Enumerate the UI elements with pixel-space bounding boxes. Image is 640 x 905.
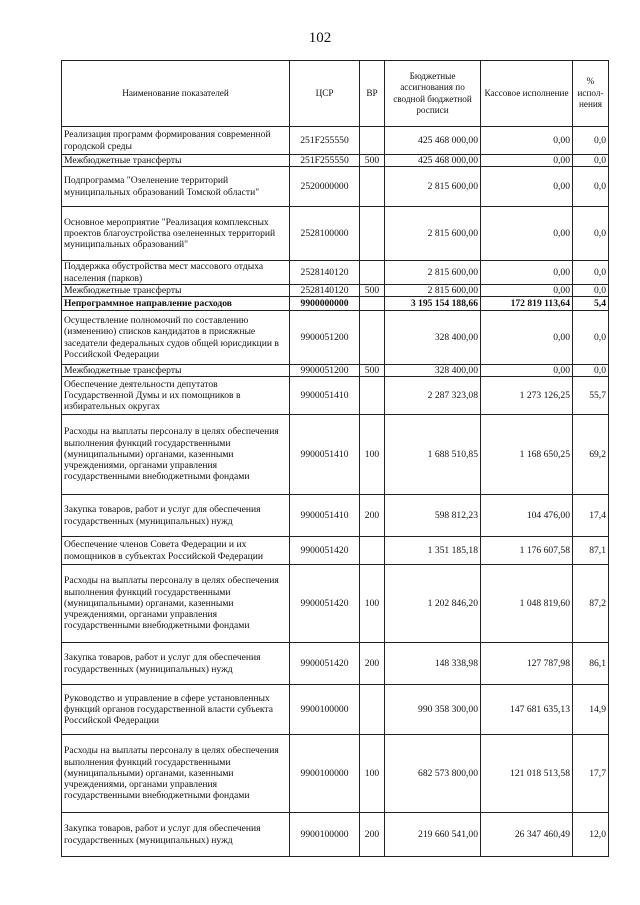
row-vr: 200 — [360, 495, 385, 537]
row-vr — [360, 167, 385, 207]
row-name: Закупка товаров, работ и услуг для обеспечения государственных (муниципальных) нужд — [62, 643, 290, 685]
table-header-row — [62, 61, 609, 127]
row-vr — [360, 297, 385, 311]
row-budget: 3 195 154 188,66 — [385, 297, 481, 311]
row-cash: 0,00 — [481, 311, 573, 365]
table-row — [62, 685, 609, 735]
row-csr: 9900051410 — [290, 415, 360, 495]
table-row — [62, 735, 609, 813]
row-name: Обеспечение членов Совета Федерации и их помощников в субъектах Российской Федерации — [62, 537, 290, 565]
row-vr — [360, 127, 385, 155]
row-vr: 100 — [360, 565, 385, 643]
table-row — [62, 377, 609, 415]
row-csr: 251F255550 — [290, 127, 360, 155]
table-row — [62, 207, 609, 261]
table-row — [62, 127, 609, 155]
row-name: Расходы на выплаты персоналу в целях обеспечения выполнения функций государственными (муниципальными) органами, казенными учреждениями, органами управления государственными внебюджетными фондами — [62, 735, 290, 813]
row-percent: 69,2 — [573, 415, 609, 495]
row-vr — [360, 685, 385, 735]
row-budget: 328 400,00 — [385, 365, 481, 377]
row-percent: 12,0 — [573, 813, 609, 857]
row-csr: 9900100000 — [290, 813, 360, 857]
table-row — [62, 813, 609, 857]
row-cash: 0,00 — [481, 285, 573, 297]
row-cash: 0,00 — [481, 365, 573, 377]
row-cash: 0,00 — [481, 207, 573, 261]
row-name: Обеспечение деятельности депутатов Государственной Думы и их помощников в избирательных округах — [62, 377, 290, 415]
header-vr: ВР — [360, 61, 385, 127]
row-budget: 1 351 185,18 — [385, 537, 481, 565]
row-percent: 0,0 — [573, 311, 609, 365]
row-cash: 0,00 — [481, 167, 573, 207]
row-cash: 1 048 819,60 — [481, 565, 573, 643]
row-budget: 148 338,98 — [385, 643, 481, 685]
row-csr: 9900051420 — [290, 643, 360, 685]
row-vr: 200 — [360, 813, 385, 857]
row-csr: 9900051200 — [290, 311, 360, 365]
row-percent: 0,0 — [573, 365, 609, 377]
row-budget: 219 660 541,00 — [385, 813, 481, 857]
row-cash: 0,00 — [481, 155, 573, 167]
row-name: Межбюджетные трансферты — [62, 155, 290, 167]
row-csr: 2528140120 — [290, 261, 360, 285]
row-name: Подпрограмма "Озеленение территорий муниципальных образований Томской области" — [62, 167, 290, 207]
row-cash: 172 819 113,64 — [481, 297, 573, 311]
row-csr: 9900051410 — [290, 377, 360, 415]
row-budget: 328 400,00 — [385, 311, 481, 365]
row-vr — [360, 537, 385, 565]
row-percent: 0,0 — [573, 207, 609, 261]
row-cash: 26 347 460,49 — [481, 813, 573, 857]
header-budget: Бюджетные ассигнования по сводной бюджетной росписи — [385, 61, 481, 127]
row-budget: 682 573 800,00 — [385, 735, 481, 813]
row-cash: 0,00 — [481, 261, 573, 285]
row-budget: 425 468 000,00 — [385, 155, 481, 167]
row-vr — [360, 311, 385, 365]
row-name: Осуществление полномочий по составлению (изменению) списков кандидатов в присяжные заседатели федеральных судов общей юрисдикции в Российской Федерации — [62, 311, 290, 365]
row-cash: 0,00 — [481, 127, 573, 155]
row-vr: 500 — [360, 365, 385, 377]
row-csr: 9900051410 — [290, 495, 360, 537]
row-vr: 100 — [360, 415, 385, 495]
row-budget: 598 812,23 — [385, 495, 481, 537]
row-csr: 9900051420 — [290, 537, 360, 565]
row-budget: 2 815 600,00 — [385, 207, 481, 261]
page-number: 102 — [308, 30, 332, 46]
row-budget: 2 815 600,00 — [385, 261, 481, 285]
row-percent: 0,0 — [573, 127, 609, 155]
budget-execution-table — [61, 60, 609, 857]
row-csr: 2528100000 — [290, 207, 360, 261]
row-name: Руководство и управление в сфере установленных функций органов государственной власти субъекта Российской Федерации — [62, 685, 290, 735]
row-percent: 87,2 — [573, 565, 609, 643]
row-percent: 17,7 — [573, 735, 609, 813]
row-cash: 1 168 650,25 — [481, 415, 573, 495]
header-percent: % испол-нения — [573, 61, 609, 127]
row-csr: 251F255550 — [290, 155, 360, 167]
table-row — [62, 643, 609, 685]
row-name: Межбюджетные трансферты — [62, 285, 290, 297]
row-cash: 147 681 635,13 — [481, 685, 573, 735]
row-cash: 104 476,00 — [481, 495, 573, 537]
row-percent: 87,1 — [573, 537, 609, 565]
row-percent: 0,0 — [573, 167, 609, 207]
row-budget: 425 468 000,00 — [385, 127, 481, 155]
table-row — [62, 365, 609, 377]
row-name: Закупка товаров, работ и услуг для обеспечения государственных (муниципальных) нужд — [62, 813, 290, 857]
header-name: Наименование показателей — [62, 61, 290, 127]
row-budget: 1 202 846,20 — [385, 565, 481, 643]
table-row — [62, 495, 609, 537]
row-vr: 500 — [360, 155, 385, 167]
row-vr: 200 — [360, 643, 385, 685]
row-percent: 5,4 — [573, 297, 609, 311]
row-csr: 9900100000 — [290, 685, 360, 735]
row-name: Поддержка обустройства мест массового отдыха населения (парков) — [62, 261, 290, 285]
row-budget: 2 815 600,00 — [385, 167, 481, 207]
table-row — [62, 261, 609, 285]
row-name: Реализация программ формирования современной городской среды — [62, 127, 290, 155]
row-name: Межбюджетные трансферты — [62, 365, 290, 377]
row-budget: 2 815 600,00 — [385, 285, 481, 297]
row-percent: 14,9 — [573, 685, 609, 735]
table-row — [62, 565, 609, 643]
row-cash: 127 787,98 — [481, 643, 573, 685]
row-csr: 9900051420 — [290, 565, 360, 643]
row-name: Непрограммное направление расходов — [62, 297, 290, 311]
row-percent: 86,1 — [573, 643, 609, 685]
row-csr: 2520000000 — [290, 167, 360, 207]
table-row — [62, 297, 609, 311]
table-row — [62, 415, 609, 495]
table-row — [62, 285, 609, 297]
table-row — [62, 167, 609, 207]
row-name: Расходы на выплаты персоналу в целях обеспечения выполнения функций государственными (муниципальными) органами, казенными учреждениями, органами управления государственными внебюджетными фондами — [62, 415, 290, 495]
row-csr: 9900051200 — [290, 365, 360, 377]
row-percent: 0,0 — [573, 261, 609, 285]
header-csr: ЦСР — [290, 61, 360, 127]
table-row — [62, 155, 609, 167]
row-cash: 121 018 513,58 — [481, 735, 573, 813]
row-vr: 100 — [360, 735, 385, 813]
row-name: Расходы на выплаты персоналу в целях обеспечения выполнения функций государственными (муниципальными) органами, казенными учреждениями, органами управления государственными внебюджетными фондами — [62, 565, 290, 643]
row-vr — [360, 377, 385, 415]
row-budget: 1 688 510,85 — [385, 415, 481, 495]
table-row — [62, 311, 609, 365]
row-budget: 990 358 300,00 — [385, 685, 481, 735]
row-vr — [360, 207, 385, 261]
row-csr: 9900100000 — [290, 735, 360, 813]
row-cash: 1 176 607,58 — [481, 537, 573, 565]
row-budget: 2 287 323,08 — [385, 377, 481, 415]
row-percent: 55,7 — [573, 377, 609, 415]
row-csr: 2528140120 — [290, 285, 360, 297]
table-row — [62, 537, 609, 565]
row-percent: 0,0 — [573, 155, 609, 167]
row-percent: 0,0 — [573, 285, 609, 297]
header-cash: Кассовое исполнение — [481, 61, 573, 127]
row-name: Основное мероприятие "Реализация комплексных проектов благоустройства озелененных территорий муниципальных образований" — [62, 207, 290, 261]
row-name: Закупка товаров, работ и услуг для обеспечения государственных (муниципальных) нужд — [62, 495, 290, 537]
row-cash: 1 273 126,25 — [481, 377, 573, 415]
row-vr — [360, 261, 385, 285]
row-csr: 9900000000 — [290, 297, 360, 311]
row-vr: 500 — [360, 285, 385, 297]
row-percent: 17,4 — [573, 495, 609, 537]
